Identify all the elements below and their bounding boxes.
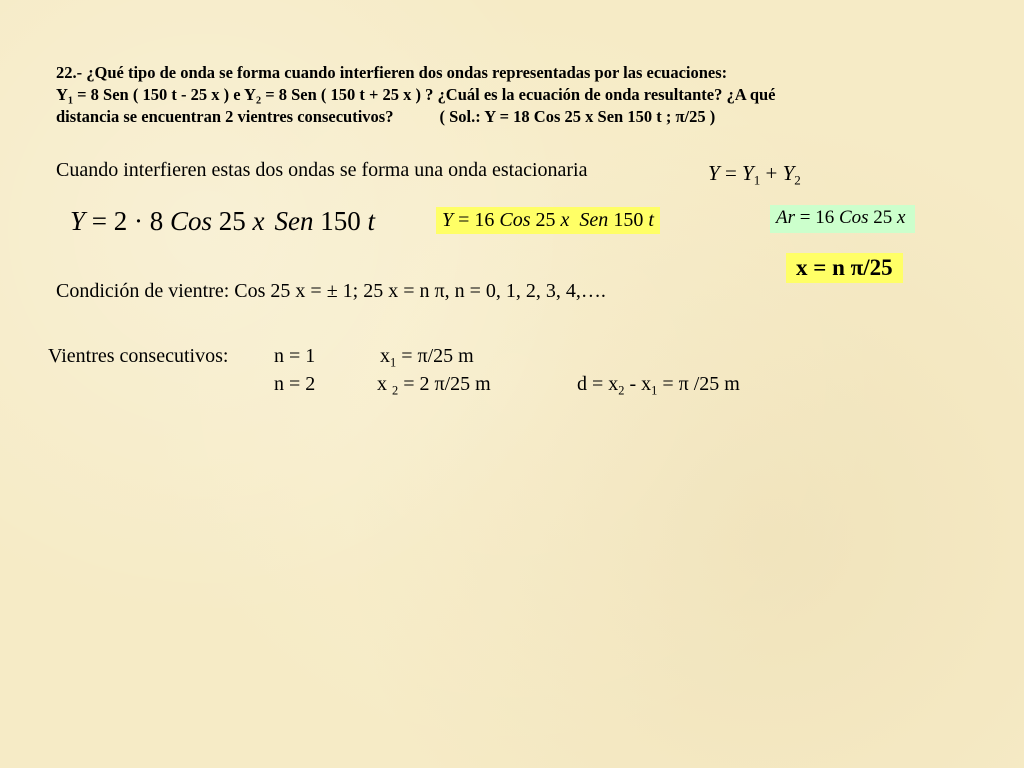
result-cos-arg: 25 xyxy=(530,209,561,231)
sum-plus: + xyxy=(760,161,783,185)
problem-line-1: 22.- ¿Qué tipo de onda se forma cuando interfieren dos ondas representadas por las ecuaciones: xyxy=(56,63,728,82)
x1-symbol: x xyxy=(380,345,390,367)
amplitude-x: x xyxy=(897,207,906,228)
distance-result xyxy=(577,373,740,396)
amplitude-cos: Cos xyxy=(838,207,869,228)
result-sen-arg: 150 xyxy=(608,209,649,231)
product-equation xyxy=(70,206,375,237)
distance-lhs: d = x xyxy=(577,373,619,395)
product-y: Y xyxy=(70,206,86,236)
y2-equation: = 8 Sen ( 150 t + 25 x ) ? ¿Cuál es la ecuación de onda resultante? ¿A qué xyxy=(261,85,776,104)
result-equation xyxy=(436,207,660,234)
statement-text: Cuando interfieren estas dos ondas se forma una onda estacionaria xyxy=(56,159,588,181)
sum-sub1: 1 xyxy=(753,172,761,188)
amplitude-coef: 16 xyxy=(815,207,839,228)
problem-line-2 xyxy=(56,84,776,106)
problem-statement xyxy=(56,62,776,128)
y1-equation: = 8 Sen ( 150 t - 25 x ) e Y xyxy=(73,85,256,104)
amplitude-equals: = xyxy=(795,207,816,228)
distance-minus: - x xyxy=(624,373,652,395)
sum-y1: Y xyxy=(742,161,754,185)
problem-solution: ( Sol.: Y = 18 Cos 25 x Sen 150 t ; π/25 ) xyxy=(439,107,716,126)
product-t: t xyxy=(367,206,376,236)
amplitude-equation xyxy=(770,205,915,233)
result-t: t xyxy=(648,209,654,231)
sum-sub2: 2 xyxy=(794,172,801,188)
y1-subscript: 1 xyxy=(67,95,74,107)
product-cos-arg: 25 xyxy=(212,206,253,236)
x2-value xyxy=(377,373,491,396)
result-equals: = xyxy=(453,209,475,231)
result-coef: 16 xyxy=(474,209,500,231)
y2-subscript: 2 xyxy=(255,95,262,107)
n2-value: n = 2 xyxy=(274,373,316,395)
y1-symbol: Y xyxy=(56,85,68,104)
product-sen: Sen xyxy=(274,206,314,236)
sum-y2: Y xyxy=(782,161,795,185)
product-cos: Cos xyxy=(170,206,213,236)
amplitude-cos-arg: 25 xyxy=(868,207,898,228)
sum-equals: = xyxy=(719,161,743,185)
result-sen: Sen xyxy=(579,209,609,231)
sum-lhs: Y xyxy=(708,161,720,185)
x2-result: = 2 π/25 m xyxy=(398,373,491,395)
product-x: x xyxy=(252,206,265,236)
x1-result: = π/25 m xyxy=(396,345,474,367)
x2-subscript: 2 xyxy=(392,383,399,398)
product-coef: 2 · 8 xyxy=(113,206,171,236)
solution-box: x = n π/25 xyxy=(786,253,903,283)
result-y: Y xyxy=(442,209,454,231)
problem-question: distancia se encuentran 2 vientres consecutivos? xyxy=(56,107,394,126)
distance-value: = π /25 m xyxy=(657,373,740,395)
distance-sub1: 1 xyxy=(651,383,658,398)
product-equals: = xyxy=(85,206,114,236)
n1-value: n = 1 xyxy=(274,345,316,367)
sum-equation xyxy=(708,161,801,186)
antinode-condition: Condición de vientre: Cos 25 x = ± 1; 25 x = n π, n = 0, 1, 2, 3, 4,…. xyxy=(56,280,606,302)
x1-subscript: 1 xyxy=(390,355,397,370)
amplitude-ar: Ar xyxy=(776,207,795,228)
x1-value xyxy=(380,345,474,368)
product-sen-arg: 150 xyxy=(313,206,368,236)
x2-symbol: x xyxy=(377,373,392,395)
result-x: x xyxy=(560,209,570,231)
consecutive-label: Vientres consecutivos: xyxy=(48,345,229,367)
distance-sub2: 2 xyxy=(618,383,625,398)
problem-line-3 xyxy=(56,106,776,128)
result-cos: Cos xyxy=(499,209,531,231)
